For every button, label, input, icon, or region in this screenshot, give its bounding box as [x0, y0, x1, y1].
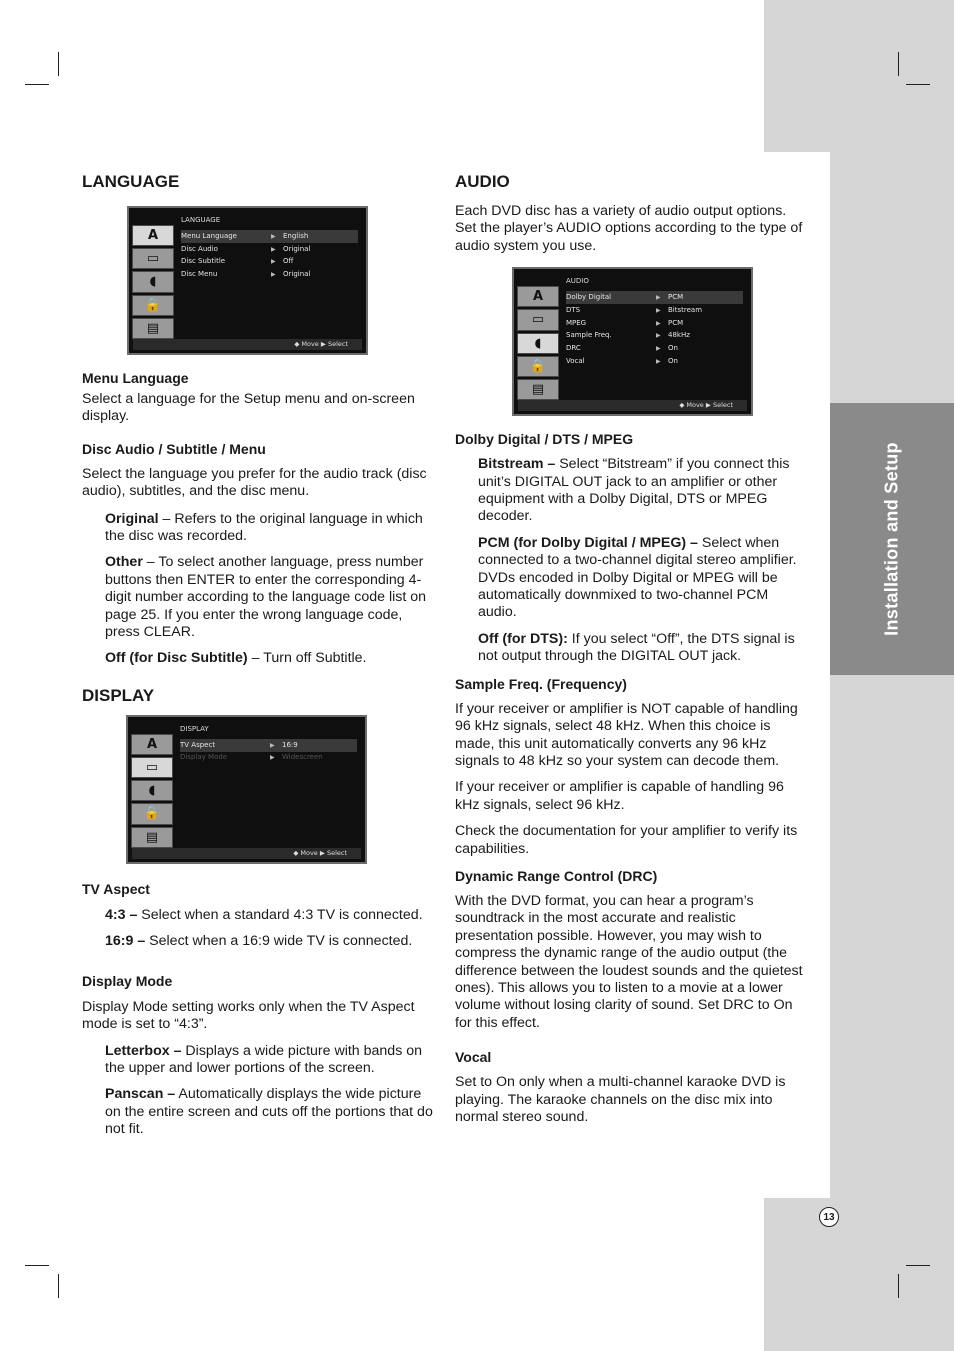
menu-row-label: Display Mode	[180, 753, 228, 762]
menu-title: AUDIO	[566, 277, 589, 286]
crop-mark	[906, 1265, 930, 1266]
language-icon: A	[517, 286, 559, 307]
panscan-option	[82, 1086, 434, 1138]
menu-language-text: Select a language for the Setup menu and on-screen display.	[82, 391, 415, 425]
arrow-icon: ▶	[271, 245, 276, 253]
menu-row-value: English	[283, 231, 309, 240]
sample-freq-heading: Sample Freq. (Frequency)	[455, 675, 627, 692]
section-side-tab	[830, 403, 954, 675]
menu-row-value: Off	[283, 257, 294, 266]
option-name: Letterbox –	[105, 1042, 182, 1059]
display-setup-menu	[126, 715, 367, 864]
menu-row-value: Bitstream	[668, 305, 703, 314]
bitstream-option	[455, 456, 807, 526]
menu-language-heading: Menu Language	[82, 370, 189, 386]
audio-intro: Each DVD disc has a variety of audio output options. Set the player’s AUDIO options according to the type of audio system you use.	[455, 203, 803, 254]
option-name: Panscan –	[105, 1086, 176, 1103]
crop-mark	[58, 52, 59, 76]
option-desc: – Turn off Subtitle.	[247, 650, 367, 667]
page-number: 13	[819, 1207, 839, 1227]
menu-row-label: Disc Menu	[181, 270, 218, 279]
lock-icon: 🔒	[131, 803, 173, 824]
menu-row-label: Dolby Digital	[566, 292, 612, 301]
menu-row	[181, 268, 358, 281]
arrow-icon: ▶	[271, 258, 276, 266]
sample-freq-text-1: If your receiver or amplifier is NOT capable of handling 96 kHz signals, select 48 kHz. When this choice is made, this unit automatically converts any 96 kHz signals to 48 kHz so your system can decode them.	[455, 700, 798, 769]
display-icon: ▭	[517, 309, 559, 330]
menu-row-value: 48kHz	[668, 331, 690, 340]
menu-icon-column	[517, 286, 559, 400]
option-desc: Automatically displays the wide picture on the entire screen and cuts off the portions that do not fit.	[105, 1086, 433, 1138]
menu-row-value: PCM	[668, 318, 684, 327]
menu-rows	[181, 230, 358, 281]
arrow-icon: ▶	[656, 306, 661, 314]
option-desc: Select “Bitstream” if you connect this unit’s DIGITAL OUT jack to an amplifier or other equipment with a Dolby Digital, DTS or MPEG decoder.	[478, 456, 790, 525]
menu-icon-column	[132, 225, 174, 339]
drc-heading: Dynamic Range Control (DRC)	[455, 867, 658, 884]
others-icon: ▤	[517, 379, 559, 400]
option-name: Original	[105, 510, 159, 527]
menu-row-label: Menu Language	[181, 231, 237, 240]
aspect-43-option	[82, 907, 434, 924]
audio-icon: ◖	[131, 780, 173, 801]
dolby-heading: Dolby Digital / DTS / MPEG	[455, 431, 634, 448]
other-option	[82, 554, 434, 641]
language-icon: A	[132, 225, 174, 246]
language-heading: LANGUAGE	[82, 172, 180, 191]
right-column	[455, 170, 807, 1126]
display-icon: ▭	[132, 248, 174, 269]
option-name: PCM (for Dolby Digital / MPEG) –	[478, 534, 698, 551]
sample-freq-text-3: Check the documentation for your amplifier to verify its capabilities.	[455, 823, 798, 857]
margin-band-bottom	[764, 1198, 954, 1351]
arrow-icon: ▶	[271, 271, 276, 279]
menu-row-value: 16:9	[282, 740, 298, 749]
menu-row-label: Disc Subtitle	[181, 257, 226, 266]
menu-rows	[566, 291, 743, 368]
language-icon: A	[131, 734, 173, 755]
menu-row-value: Widescreen	[282, 753, 323, 762]
menu-row-label: Disc Audio	[181, 244, 218, 253]
menu-row-label: MPEG	[566, 318, 587, 327]
language-setup-menu	[127, 206, 368, 355]
lock-icon: 🔒	[132, 295, 174, 316]
menu-row-value: Original	[283, 244, 311, 253]
option-name: Off (for DTS):	[478, 630, 568, 647]
menu-row-value: Original	[283, 270, 311, 279]
menu-footer: ◆ Move ▶ Select	[133, 339, 362, 350]
display-heading: DISPLAY	[82, 685, 155, 705]
menu-title: LANGUAGE	[181, 216, 221, 224]
crop-mark	[25, 84, 49, 85]
arrow-icon: ▶	[656, 332, 661, 340]
audio-setup-menu	[512, 267, 753, 416]
off-subtitle-option	[82, 650, 434, 667]
menu-title: DISPLAY	[180, 724, 209, 733]
audio-icon: ◖	[517, 333, 559, 354]
menu-row-value: PCM	[668, 292, 684, 301]
crop-mark	[58, 1274, 59, 1298]
crop-mark	[898, 1274, 899, 1298]
off-dts-option	[455, 631, 807, 666]
arrow-icon: ▶	[656, 345, 661, 353]
arrow-icon: ▶	[270, 741, 275, 749]
tv-aspect-heading: TV Aspect	[82, 880, 150, 897]
lock-icon: 🔒	[517, 356, 559, 377]
option-name: Bitstream –	[478, 456, 556, 473]
option-name: 4:3 –	[105, 906, 138, 923]
option-desc: Select when a 16:9 wide TV is connected.	[145, 933, 413, 950]
disc-audio-heading: Disc Audio / Subtitle / Menu	[82, 440, 266, 457]
display-icon: ▭	[131, 757, 173, 778]
menu-row	[566, 355, 743, 368]
option-desc: – To select another language, press number buttons then ENTER to enter the corresponding 4-digit number according to the language code list on page 25. If you enter the wrong language code, press CLEAR.	[105, 554, 427, 641]
option-desc: Select when a standard 4:3 TV is connected.	[137, 906, 423, 923]
crop-mark	[898, 52, 899, 76]
margin-band-top	[764, 0, 954, 152]
menu-row-label: Vocal	[566, 356, 585, 365]
menu-footer: ◆ Move ▶ Select	[518, 400, 747, 411]
pcm-option	[455, 535, 807, 622]
letterbox-option	[82, 1043, 434, 1078]
audio-icon: ◖	[132, 271, 174, 292]
drc-text: With the DVD format, you can hear a program’s soundtrack in the most accurate and realistic presentation possible. However, you may wish to compress the dynamic range of the audio output (the difference between the loudest sounds and the quietest ones). This allows you to listen to a movie at a lower volume without losing clarity of sound. Set DRC to On for this effect.	[455, 892, 803, 1031]
margin-band	[830, 152, 954, 1198]
disc-audio-text: Select the language you prefer for the audio track (disc audio), subtitles, and the disc menu.	[82, 465, 427, 500]
display-mode-text: Display Mode setting works only when the TV Aspect mode is set to “4:3”.	[82, 998, 415, 1033]
crop-mark	[906, 84, 930, 85]
vocal-heading: Vocal	[455, 1049, 492, 1066]
crop-mark	[25, 1265, 49, 1266]
option-desc: Displays a wide picture with bands on the upper and lower portions of the screen.	[105, 1042, 423, 1076]
menu-row-label: Sample Freq.	[566, 331, 612, 340]
menu-icon-column	[131, 734, 173, 848]
option-name: Off (for Disc Subtitle)	[105, 650, 248, 667]
others-icon: ▤	[131, 827, 173, 848]
side-tab-label: Installation and Setup	[881, 442, 902, 636]
arrow-icon: ▶	[270, 754, 275, 762]
display-mode-heading: Display Mode	[82, 972, 173, 989]
option-name: Other	[105, 554, 143, 571]
menu-row-value: On	[668, 344, 678, 353]
option-desc: If you select “Off”, the DTS signal is not output through the DIGITAL OUT jack.	[478, 630, 795, 665]
sample-freq-text-2: If your receiver or amplifier is capable of handling 96 kHz signals, select 96 kHz.	[455, 779, 784, 813]
menu-row-label: DTS	[566, 305, 581, 314]
menu-row	[180, 752, 357, 765]
menu-footer: ◆ Move ▶ Select	[132, 848, 361, 859]
menu-row-value: On	[668, 356, 678, 365]
left-column	[82, 170, 434, 1139]
arrow-icon: ▶	[271, 232, 276, 240]
arrow-icon: ▶	[656, 319, 661, 327]
audio-heading: AUDIO	[455, 172, 510, 191]
arrow-icon: ▶	[656, 357, 661, 365]
menu-row-label: DRC	[566, 344, 581, 353]
aspect-169-option	[82, 933, 434, 950]
menu-rows	[180, 739, 357, 765]
vocal-text: Set to On only when a multi-channel karaoke DVD is playing. The karaoke channels on the disc mix into normal stereo sound.	[455, 1074, 786, 1125]
original-option	[82, 511, 434, 546]
menu-row-label: TV Aspect	[180, 740, 216, 749]
option-desc: Select when connected to a two-channel digital stereo amplifier. DVDs encoded in Dolby Digital or MPEG will be automatically downmixed to two-channel PCM audio.	[478, 534, 797, 621]
option-desc: – Refers to the original language in which the disc was recorded.	[105, 510, 423, 545]
arrow-icon: ▶	[656, 293, 661, 301]
option-name: 16:9 –	[105, 933, 146, 950]
others-icon: ▤	[132, 318, 174, 339]
